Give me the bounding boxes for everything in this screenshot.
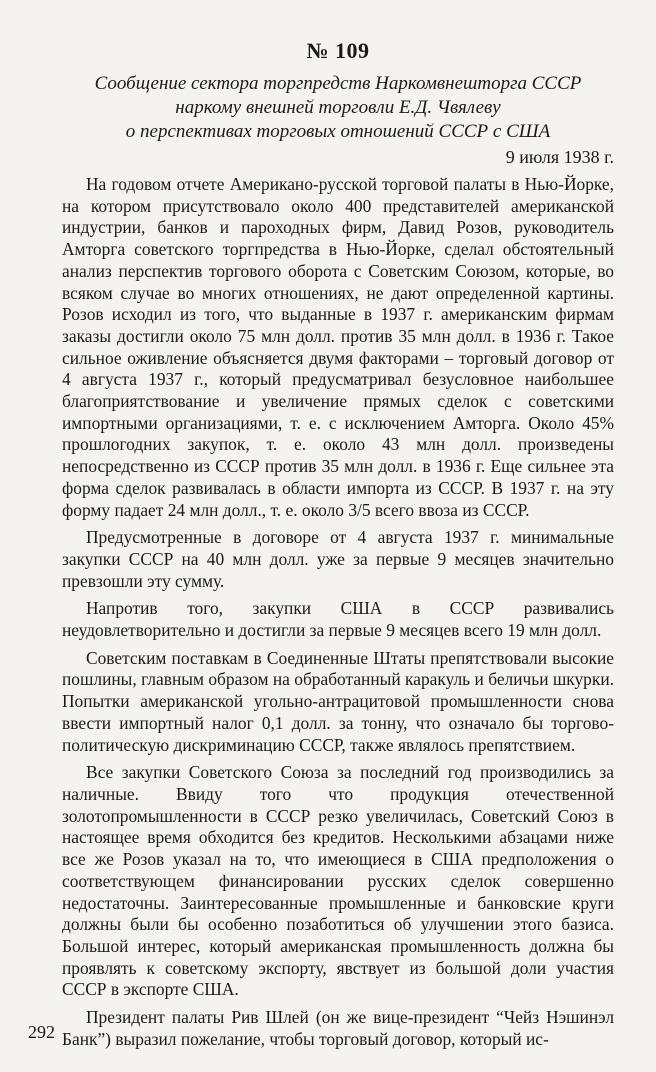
- title-line: Сообщение сектора торгпредств Наркомвнешторга СССР: [94, 73, 582, 94]
- title-line: о перспективах торговых отношений СССР с США: [125, 121, 551, 142]
- body-paragraph: Все закупки Советского Союза за последний год производились за наличные. Ввиду того что продукция отечественной золотопромышленности в СССР резко увеличилась, Советский Союз в настоящее время обходится без кредитов. Несколькими абзацами ниже все же Розов указал на то, что имеющиеся в США предположения о соответствующем финансировании русских сделок совершенно недостаточны. Заинтересованные промышленные и банковские круги должны были бы особенно позаботиться об улучшении этого базиса. Большой интерес, который американская промышленность должна бы проявлять к советскому экспорту, явствует из большой доли участия СССР в экспорте США.: [62, 762, 614, 1000]
- document-date: 9 июля 1938 г.: [505, 147, 614, 167]
- body-paragraph: Президент палаты Рив Шлей (он же вице-президент “Чейз Нэшинэл Банк”) выразил пожелание, чтобы торговый договор, который ис-: [62, 1007, 614, 1049]
- body-paragraph: Напротив того, закупки США в СССР развивались неудовлетворительно и достигли за первые 9 месяцев всего 19 млн долл.: [62, 598, 614, 641]
- document-title: [62, 72, 614, 144]
- body-paragraph: Предусмотренные в договоре от 4 августа 1937 г. минимальные закупки СССР на 40 млн долл. уже за первые 9 месяцев значительно превзошли эту сумму.: [62, 527, 614, 591]
- document-number: № 109: [306, 38, 370, 63]
- title-line: наркому внешней торговли Е.Д. Чвялеву: [175, 97, 501, 118]
- body-paragraph: Советским поставкам в Соединенные Штаты препятствовали высокие пошлины, главным образом на обработанный каракуль и беличьи шкурки. Попытки американской угольно-антрацитовой промышленности снова ввести импортный налог 0,1 долл. за тонну, что означало бы торгово-политическую дискриминацию СССР, также являлось препятствием.: [62, 647, 614, 755]
- body-paragraph: На годовом отчете Американо-русской торговой палаты в Нью-Йорке, на котором присутствовало около 400 представителей американской индустрии, банков и пароходных фирм, Давид Розов, руководитель Амторга советского торгпредства в Нью-Йорке, сделал обстоятельный анализ перспектив торгового оборота с Советским Союзом, которые, во всяком случае во многих отношениях, не дают определенной картины. Розов исходил из того, что выданные в 1937 г. американским фирмам заказы достигли около 75 млн долл. против 35 млн долл. в 1936 г. Такое сильное оживление объясняется двумя факторами – торговый договор от 4 августа 1937 г., который предусматривал безусловное наибольшее благоприятствование и увеличение прямых сделок с советскими импортными организациями, т. е. с исключением Амторга. Около 45% прошлогодних закупок, т. е. около 43 млн долл. произведены непосредственно из СССР против 35 млн долл. в 1936 г. Еще сильнее эта форма сделок развивалась в области импорта из СССР. В 1937 г. на эту форму падает 24 млн долл., т. е. около 3/5 всего ввоза из СССР.: [62, 174, 614, 520]
- page-number: 292: [28, 1022, 55, 1042]
